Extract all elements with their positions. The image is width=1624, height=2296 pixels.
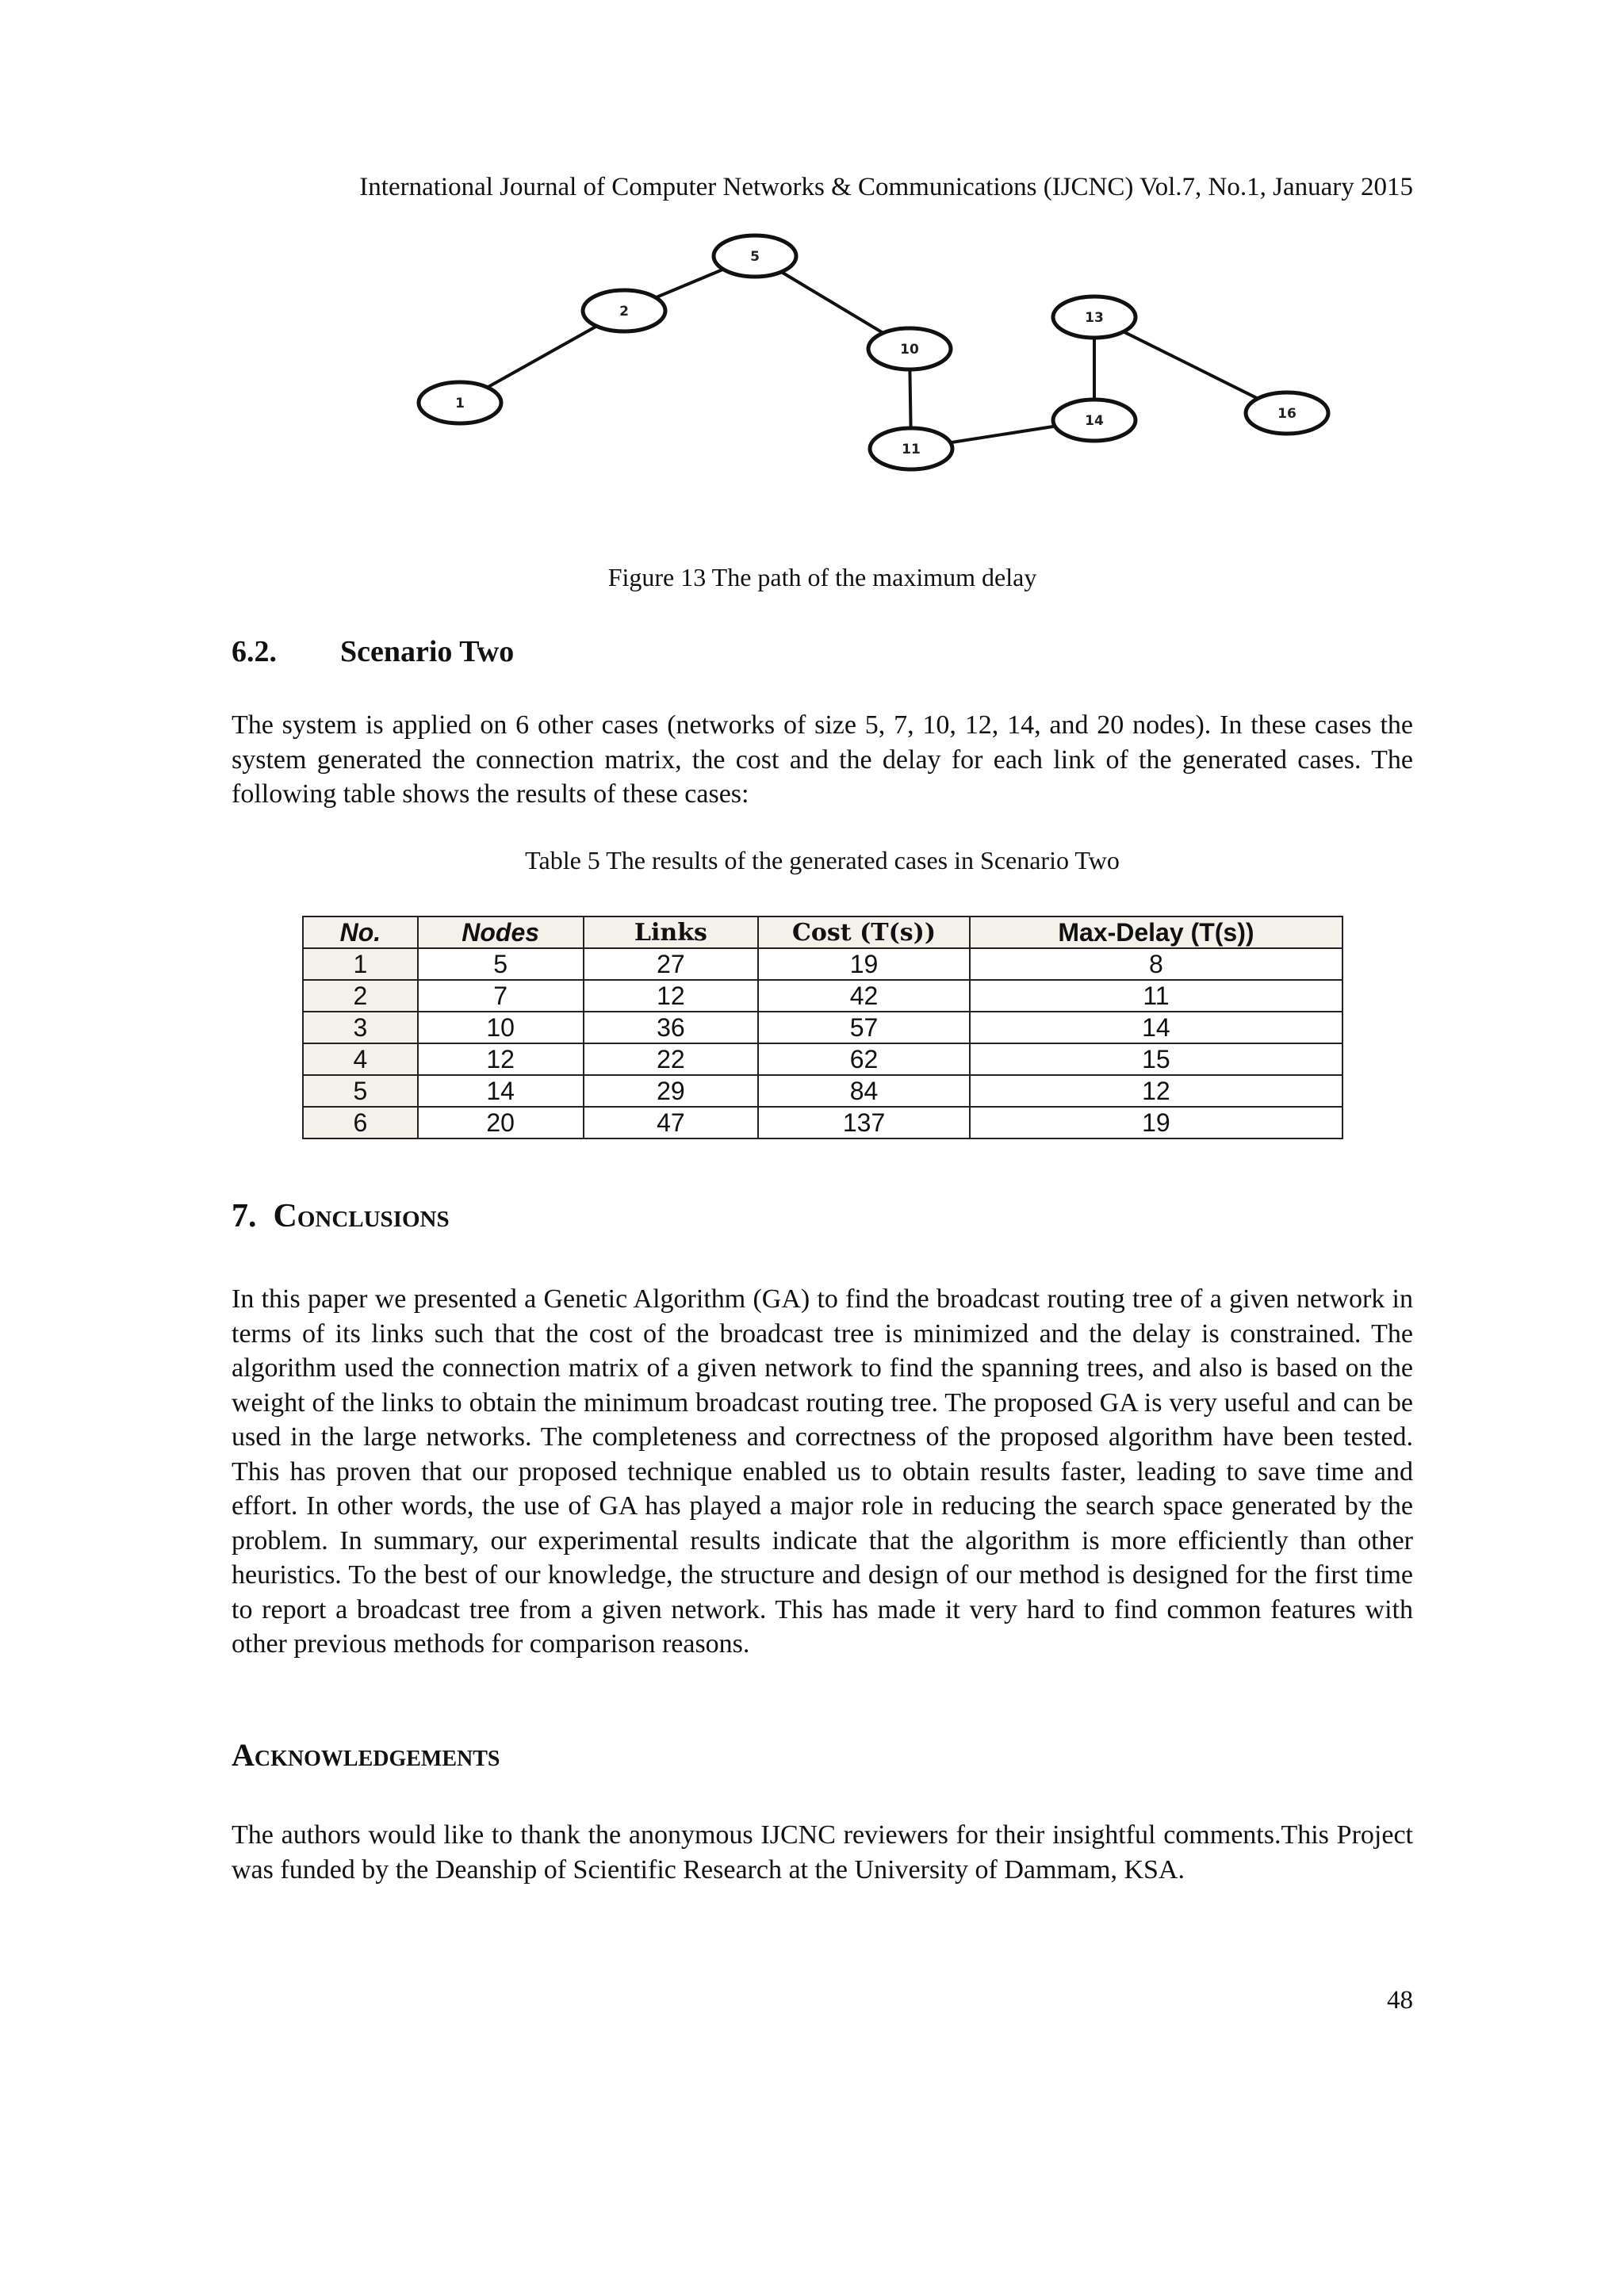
cell-nodes: 20 [418,1107,584,1138]
graph-node-label: 1 [455,396,465,411]
graph-node-14 [1053,400,1136,441]
max-delay-path-figure [396,230,1364,492]
table-row [303,1043,1342,1075]
cell-links: 12 [584,980,759,1012]
cell-max-delay: 14 [970,1012,1342,1043]
cell-max-delay: 19 [970,1107,1342,1138]
graph-node-label: 5 [750,249,760,265]
cell-cost: 62 [758,1043,970,1075]
cell-max-delay: 8 [970,948,1342,980]
col-header-no: No. [303,916,418,948]
cell-no: 4 [303,1043,418,1075]
table-row [303,948,1342,980]
graph-node-label: 14 [1085,413,1104,429]
cell-nodes: 5 [418,948,584,980]
cell-nodes: 10 [418,1012,584,1043]
results-table [302,916,1343,1139]
table-row [303,1075,1342,1107]
table-row [303,1012,1342,1043]
figure-caption: Figure 13 The path of the maximum delay [607,563,1037,591]
conclusions-paragraph: In this paper we presented a Genetic Algorithm (GA) to find the broadcast routing tree of a given network in terms of its links such that the cost of the broadcast tree is minimized and the delay is constrained. The algorithm used the connection matrix of a given network to find the spanning trees, and also is based on the weight of the links to obtain the minimum broadcast routing tree. The proposed GA is very useful and can be used in the large networks. The completeness and correctness of the proposed algorithm have been tested. This has proven that our proposed technique enabled us to obtain results faster, leading to save time and effort. In other words, the use of GA has played a major role in reducing the search space generated by the problem. In summary, our experimental results indicate that the algorithm is more efficiently than other heuristics. To the best of our knowledge, the structure and design of our method is designed for the first time to report a broadcast tree from a given network. This has made it very hard to find common features with other previous methods for comparison reasons. [232,1284,1413,1659]
cell-links: 29 [584,1075,759,1107]
acknowledgements-heading: Acknowledgements [232,1737,500,1773]
col-header-cost: Cost (T(s)) [758,916,970,948]
cell-cost: 19 [758,948,970,980]
cell-links: 47 [584,1107,759,1138]
cell-cost: 137 [758,1107,970,1138]
page-number: 48 [1387,1986,1413,2015]
cell-cost: 42 [758,980,970,1012]
graph-node-label: 2 [619,304,629,320]
journal-header: International Journal of Computer Networks & Communications (IJCNC) Vol.7, No.1, January 2015 [359,173,1413,201]
table-row [303,980,1342,1012]
col-header-links: Links [584,916,759,948]
section-title: Scenario Two [340,635,515,668]
section-number: 7. [232,1198,257,1234]
table-caption: Table 5 The results of the generated cases in Scenario Two [525,846,1120,874]
table-row [303,1107,1342,1138]
scenario-two-paragraph: The system is applied on 6 other cases (networks of size 5, 7, 10, 12, 14, and 20 nodes). In these cases the system generated the connection matrix, the cost and the delay for each link of the generated cases. The following table shows the results of these cases: [232,710,1413,809]
acknowledgements-paragraph: The authors would like to thank the anonymous IJCNC reviewers for their insightful comments.This Project was funded by the Deanship of Scientific Research at the University of Dammam, KSA. [232,1820,1413,1885]
cell-no: 6 [303,1107,418,1138]
section-heading-6-2 [232,634,514,669]
graph-node-5 [714,235,796,277]
graph-node-13 [1053,297,1136,338]
cell-links: 27 [584,948,759,980]
cell-nodes: 12 [418,1043,584,1075]
cell-max-delay: 15 [970,1043,1342,1075]
section-title: Conclusions [273,1198,450,1234]
graph-node-11 [870,428,952,469]
graph-node-2 [583,290,665,331]
cell-max-delay: 11 [970,980,1342,1012]
cell-no: 2 [303,980,418,1012]
graph-node-label: 11 [902,442,921,457]
table-header-row [303,916,1342,948]
cell-nodes: 14 [418,1075,584,1107]
col-header-nodes: Nodes [418,916,584,948]
section-number: 6.2. [232,635,277,668]
cell-links: 36 [584,1012,759,1043]
graph-node-16 [1246,392,1328,434]
cell-no: 1 [303,948,418,980]
col-header-max-delay: Max-Delay (T(s)) [970,916,1342,948]
graph-node-10 [868,328,951,369]
section-heading-7 [232,1197,450,1235]
graph-node-label: 13 [1085,310,1104,326]
cell-nodes: 7 [418,980,584,1012]
graph-node-1 [419,382,501,423]
cell-no: 3 [303,1012,418,1043]
cell-no: 5 [303,1075,418,1107]
cell-cost: 84 [758,1075,970,1107]
graph-node-label: 16 [1277,406,1297,422]
graph-node-label: 10 [900,342,919,358]
cell-cost: 57 [758,1012,970,1043]
cell-links: 22 [584,1043,759,1075]
cell-max-delay: 12 [970,1075,1342,1107]
